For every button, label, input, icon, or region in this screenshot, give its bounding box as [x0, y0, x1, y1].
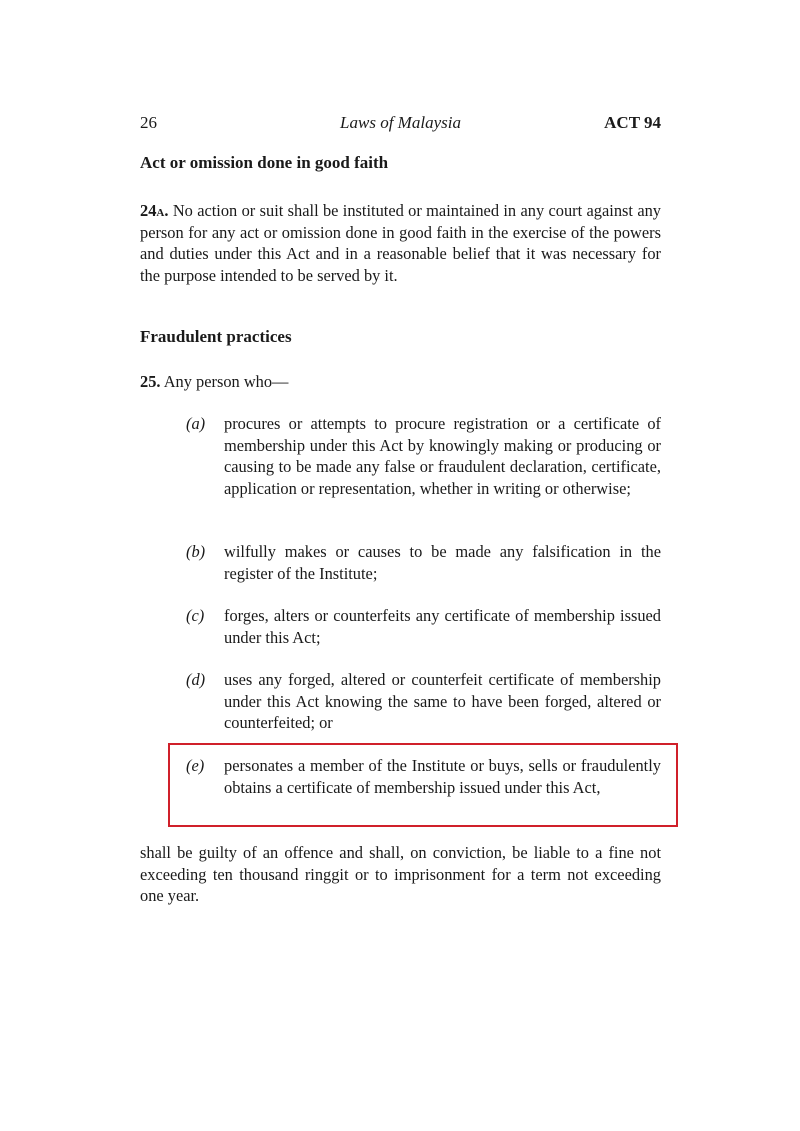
section-25-intro-text: Any person who—	[163, 372, 289, 391]
section-25-closing: shall be guilty of an offence and shall, on conviction, be liable to a fine not exceeding ten thousand ringgit or to imprisonment for a term not exceeding one year.	[140, 843, 661, 905]
list-item-text: forges, alters or counterfeits any certificate of membership issued under this Act;	[224, 606, 661, 647]
list-item-b	[186, 541, 661, 584]
list-item-c	[186, 605, 661, 648]
list-item-text: uses any forged, altered or counterfeit certificate of membership under this Act knowing the same to have been forged, altered or counterfeited; or	[224, 670, 661, 732]
list-item-d	[186, 669, 661, 734]
section-24a-number: 24	[140, 201, 157, 220]
section-24a-number-suffix: a	[156, 201, 165, 220]
section-24a-paragraph: 24a. No action or suit shall be instituted or maintained in any court against any person for any act or omission done in good faith in the exercise of the powers and duties under this Act and in a reasonable belief that it was necessary for the purpose intended to be served by it.	[140, 201, 661, 285]
list-item-text: wilfully makes or causes to be made any falsification in the register of the Institute;	[224, 542, 661, 583]
section-24a-text: No action or suit shall be instituted or maintained in any court against any person for any act or omission done in good faith in the exercise of the powers and duties under this Act and in a reasonable belief that it was necessary for the purpose intended to be served by it.	[140, 201, 661, 285]
list-item-text: procures or attempts to procure registration or a certificate of membership under this Act by knowingly making or producing or causing to be made any false or fraudulent declaration, certificate, application or representation, whether in writing or otherwise;	[224, 414, 661, 498]
list-item-label: (c)	[186, 606, 205, 625]
header-title: Laws of Malaysia	[340, 113, 461, 132]
list-item-label: (a)	[186, 414, 206, 433]
list-item-a	[186, 413, 661, 499]
section-25-number: 25.	[140, 372, 161, 391]
list-item-label: (b)	[186, 542, 206, 561]
list-item-label: (d)	[186, 670, 206, 689]
section-25-heading: Fraudulent practices	[140, 327, 292, 346]
page-number: 26	[140, 113, 157, 132]
highlight-box	[168, 743, 678, 827]
list-item-label: (e)	[186, 756, 205, 775]
section-24a-heading: Act or omission done in good faith	[140, 153, 389, 172]
running-header	[140, 113, 661, 137]
section-25-intro	[140, 371, 661, 393]
list-item-text: personates a member of the Institute or buys, sells or fraudulently obtains a certificate of membership issued under this Act,	[224, 756, 661, 797]
act-number: ACT 94	[604, 113, 661, 132]
